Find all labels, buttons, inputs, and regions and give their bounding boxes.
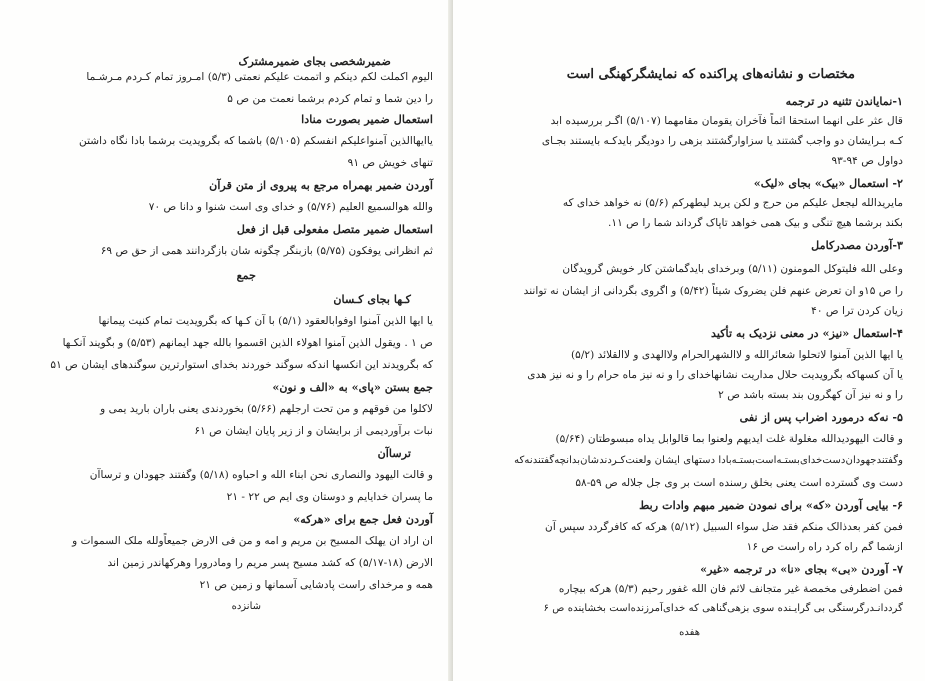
text-line: دست وی گسترده است یعنی بخلق رسنده است بر وی جل جلاله ص ۵۹-۵۸	[575, 477, 903, 489]
text-line: ثم انظرانی یوفکون (۵/۷۵) بازبنگر چگونه شان بازگردانند همی از حق ص ۶۹	[100, 245, 433, 257]
text-line: همه و مرخدای راست پادشایی آسمانها و زمین ص ۲۱	[199, 579, 433, 591]
heading-niz: ۴-استعمال «نیز» در معنی نزدیک به تأکید	[710, 326, 903, 340]
text-line: کـه بـرایشان دو واجب گشتند یا سزاوارگشتند بزهی را دودیگر بایدکـه بایستند بجـای	[541, 135, 903, 147]
text-line: ان اراد ان یهلک المسیح بن مریم و امه و من فی الارض جمیعاًولله ملک السموات و	[72, 535, 433, 547]
text-line: یا ایها الذین آمنوا لاتحلوا شعائرالله و لاالشهرالحرام ولاالهدی و لاالقلائد (۵/۲)	[571, 349, 903, 361]
subheading-tarsaan: ترساآن	[377, 446, 411, 460]
heading-plural: جمع	[236, 268, 256, 282]
text-line: الارض (۱۸-۵/۱۷) که کشد مسیح پسر مریم را ومادرورا وهرکهاندر زمین اند	[107, 557, 433, 569]
subheading-plural-verb: آوردن فعل جمع برای «هرکه»	[293, 512, 433, 526]
heading-object-pronoun: استعمال ضمیر متصل مفعولی قبل از فعل	[236, 222, 433, 236]
page-number: هفده	[679, 627, 700, 638]
heading-bi: ۷- آوردن «بی» بجای «نا» در ترجمه «غیر»	[700, 562, 903, 576]
text-line: الیوم اکملت لکم دینکم و اتممت علیکم نعمتی (۵/۳) امـروز تمام کـردم مـرشـما	[86, 71, 433, 83]
right-page	[453, 0, 925, 681]
text-line: تنهای خویش ص ۹۱	[347, 157, 433, 169]
text-line: را ص ۱۵و ان تعرض عنهم فلن یضروک شیئاً (۵/۴۲) و اگروی بگردانی از ایشان نه توانند	[523, 285, 903, 297]
left-page	[0, 0, 452, 681]
text-line: یا آن کسهاکه بگرویدیت حلال مداریت نشانهاخدای را و نه نیز ماه حرام را و نه نیز هدی	[527, 369, 903, 381]
text-line: نبات برآوردیمی از برایشان و از زیر پایان ایشان ص ۶۱	[194, 425, 433, 437]
text-line: قال عثر علی انهما استحقا اثماً فآخران یقومان مقامهما (۵/۱۰۷) اگـر بررسیده ابد	[550, 115, 903, 127]
text-line: دواول ص ۹۴-۹۳	[831, 155, 903, 167]
page-title: مختصات و نشانه‌های پراکنده که نمایشگرکهنگی است	[566, 67, 855, 82]
text-line: والله هوالسمیع العلیم (۵/۷۶) و خدای وی است شنوا و دانا ص ۷۰	[148, 201, 433, 213]
text-line: فمن کفر بعدذالک منکم فقد ضل سواء السبیل (۵/۱۲) هرکه که کافرگردد سپس آن	[545, 521, 903, 533]
subheading-kaha: کـها بجای کـسان	[333, 292, 411, 306]
text-line: ما پسران خدایایم و دوستان وی ایم ص ۲۲ - ۲۱	[226, 491, 433, 503]
text-line: یا ایها الذین آمنوا اوفوابالعقود (۵/۱) با آن کـها که بگرویدیت تمام کنیت پیمانها	[98, 315, 433, 327]
text-line: گرددانـدرگرسنگی بی گرایـنده سوی بزهی‌گناهی که خدای‌آمرزنده‌است بخشاینده ص ۶	[543, 603, 903, 614]
text-line: بکند برشما هیچ تنگی و بیک همی خواهد تاپاک گرداند شما را ص ۱۱.	[608, 217, 903, 229]
page-number: شانزده	[231, 601, 261, 612]
text-line: لاکلوا من فوقهم و من تحت ارجلهم (۵/۶۶) بخوردندی یعنی باران بارید یمی و	[100, 403, 433, 415]
heading-full-infinitive: ۳-آوردن مصدرکامل	[811, 238, 903, 252]
text-line: مایریدالله لیجعل علیکم من حرج و لکن یرید لیطهرکم (۵/۶) نه خواهد خدای که	[562, 197, 903, 209]
heading-vocative-pronoun: استعمال ضمیر بصورت منادا	[301, 112, 433, 126]
heading-nah-keh: ۵- نه‌که درمورد اضراب پس از نفی	[739, 410, 903, 424]
text-line: وگفتندجهودان‌دست‌خدای‌بستـه‌است‌بستـه‌بادا دستهای ایشان ولعنت‌کـردندشان‌بدانچه‌گفتندنه‌که	[514, 455, 903, 466]
heading-dual: ۱-نمایاندن تثنیه در ترجمه	[785, 94, 903, 108]
text-line: ازشما گم راه کرد راه راست ص ۱۶	[746, 541, 903, 553]
text-line: زیان کردن ترا ص ۴۰	[811, 305, 903, 317]
text-line: که بگرویدند این انکسها اندکه سوگند خوردند بخدای استوارترین سوگندهای ایشان ص ۵۱	[50, 359, 433, 371]
heading-common-pronoun: ضمیرشخصی بجای ضمیرمشترک	[238, 54, 391, 68]
text-line: و قالت الیهود والنصاری نحن ابناء الله و احباوه (۵/۱۸) وگفتند جهودان و ترساآن	[89, 469, 433, 481]
text-line: ص ۱ . ویقول الذین آمنوا اهولاء الذین اقسموا بالله جهد ایمانهم (۵/۵۳) و بگویند آنکـها	[62, 337, 433, 349]
text-line: وعلی الله فلیتوکل المومنون (۵/۱۱) وبرخدای بایدگماشتن کار خویش گرویدگان	[562, 263, 903, 275]
text-line: و قالت الیهودیدالله مغلولة غلت ایدیهم ولعنوا بما قالوابل یداه مبسوطتان (۵/۶۴)	[555, 433, 903, 445]
heading-keh: ۶- بیایی آوردن «که» برای نمودن ضمیر مبهم وادات ربط	[639, 498, 903, 512]
text-line: را و نه نیز آن کهگرون بند بسته باشد ص ۲	[718, 389, 903, 401]
text-line: را دین شما و تمام کردم برشما نعمت من ص ۵	[227, 93, 433, 105]
heading-bik: ۲- استعمال «بیک» بجای «لیک»	[753, 176, 903, 190]
subheading-alef-noon: جمع بستن «پای» به «الف و نون»	[272, 380, 433, 394]
heading-pronoun-with-referent: آوردن ضمیر بهمراه مرجع به پیروی از متن قرآن	[209, 178, 433, 192]
text-line: یاایهاالذین آمنواعلیکم انفسکم (۵/۱۰۵) باشما که بگرویدیت برشما بادا نگاه داشتن	[79, 135, 433, 147]
text-line: فمن اضطرفی مخمصة غیر متجانف لاثم فان الله غفور رحیم (۵/۳) هرکه بیچاره	[558, 583, 903, 595]
